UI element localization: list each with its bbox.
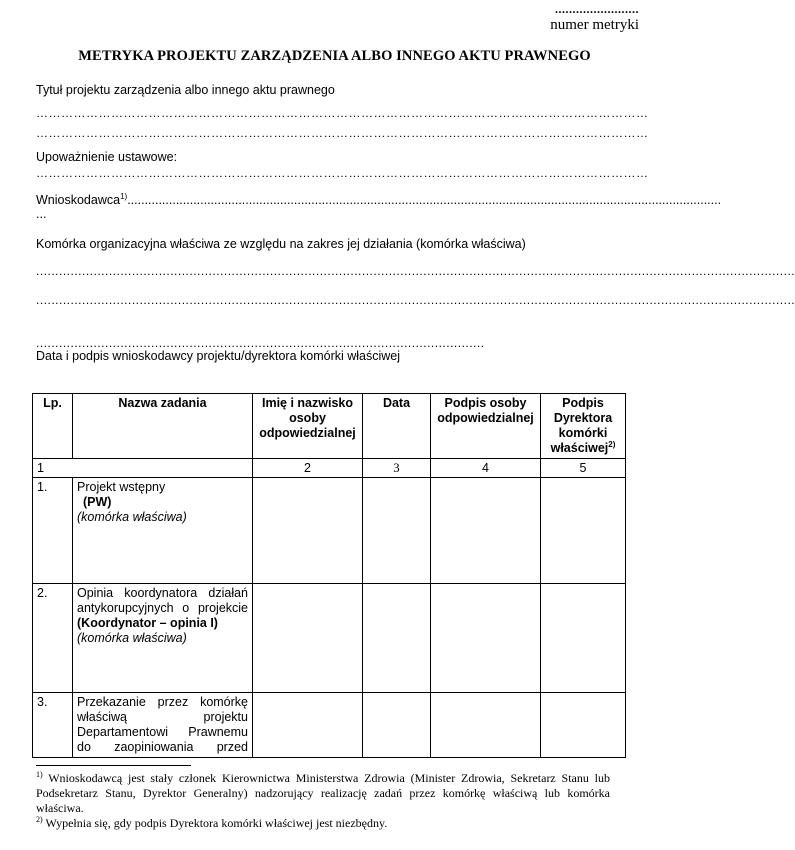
header-podpis-dyrektora-text: Podpis Dyrektora komórki właściwej [550, 396, 613, 455]
row-lp: 3. [33, 693, 73, 758]
task-line: Opinia koordynatora działań [77, 586, 248, 600]
header-podpis-dyrektora [541, 394, 626, 459]
table-numbering-row [33, 459, 626, 478]
header-data: Data [363, 394, 431, 459]
footnotes [36, 771, 610, 831]
wnioskodawca-label: Wnioskodawca [36, 193, 121, 207]
row-task [73, 693, 253, 758]
footnote-separator [36, 765, 191, 766]
header-podpis-osoby: Podpis osoby odpowiedzialnej [431, 394, 541, 459]
task-line: Projekt wstępny [77, 480, 166, 494]
tytul-label: Tytuł projektu zarządzenia albo innego aktu prawnego [36, 83, 335, 97]
cell-imie-nazwisko[interactable] [253, 693, 363, 758]
footnote-1 [36, 771, 610, 816]
wnioskodawca-continuation: ... [36, 207, 47, 221]
task-line: Departamentowi Prawnemu [77, 725, 248, 739]
task-bold: (Koordynator – opinia I) [77, 616, 218, 630]
row-lp: 1. [33, 478, 73, 584]
header-podpis-dyrektora-footnote-ref: 2) [608, 439, 616, 449]
row-task [73, 478, 253, 584]
task-italic: (komórka właściwa) [77, 631, 187, 645]
metryka-number-label: numer metryki [550, 17, 639, 33]
column-number: 1 [33, 459, 253, 478]
cell-data[interactable] [363, 584, 431, 693]
table-row [33, 478, 626, 584]
task-line: Przekazanie przez komórkę [77, 695, 248, 709]
document-title: METRYKA PROJEKTU ZARZĄDZENIA ALBO INNEGO AKTU PRAWNEGO [78, 48, 591, 64]
task-bold: (PW) [83, 495, 112, 509]
cell-data[interactable] [363, 478, 431, 584]
footnote-2-mark: 2) [36, 815, 43, 824]
table-row [33, 693, 626, 758]
cell-podpis-osoby[interactable] [431, 693, 541, 758]
cell-podpis-osoby[interactable] [431, 478, 541, 584]
row-task [73, 584, 253, 693]
footnote-1-text: Wnioskodawcą jest stały członek Kierownictwa Ministerstwa Zdrowia (Minister Zdrowia, Sekretarz Stanu lub Podsekretarz Stanu, Dyrektor Generalny) nadzorujący realizację zadań przez komórkę właściwą lub komórka właściwa. [36, 771, 610, 815]
cell-data[interactable] [363, 693, 431, 758]
cell-imie-nazwisko[interactable] [253, 584, 363, 693]
cell-podpis-osoby[interactable] [431, 584, 541, 693]
tytul-fill-line-2[interactable]: ………………………………………………………………………………………………………………………………… [36, 126, 649, 140]
cell-imie-nazwisko[interactable] [253, 478, 363, 584]
task-italic: (komórka właściwa) [77, 510, 187, 524]
metryka-number-dots: ........................ [555, 2, 639, 16]
column-number: 5 [541, 459, 626, 478]
wnioskodawca-row[interactable] [36, 191, 722, 208]
header-imie-nazwisko: Imię i nazwisko osoby odpowiedzialnej [253, 394, 363, 459]
wnioskodawca-fill-dots[interactable]: ........................................................................................................................................................................... [127, 193, 722, 207]
wnioskodawca-footnote-ref: 1) [120, 191, 128, 201]
table-header-row [33, 394, 626, 459]
footnote-2-text: Wypełnia się, gdy podpis Dyrektora komórki właściwej jest niezbędny. [45, 816, 388, 830]
task-line: właściwą projektu [77, 710, 248, 724]
podpis-fill-line[interactable]: ..................................................................................................................... [36, 336, 485, 350]
cell-podpis-dyrektora[interactable] [541, 478, 626, 584]
header-nazwa-zadania: Nazwa zadania [73, 394, 253, 459]
header-lp: Lp. [33, 394, 73, 459]
column-number: 2 [253, 459, 363, 478]
cell-podpis-dyrektora[interactable] [541, 584, 626, 693]
task-line: do zaopiniowania przed [77, 740, 248, 754]
cell-podpis-dyrektora[interactable] [541, 693, 626, 758]
footnote-2 [36, 816, 610, 831]
row-lp: 2. [33, 584, 73, 693]
table-row [33, 584, 626, 693]
upowaznienie-fill-line[interactable]: ………………………………………………………………………………………………………………………………… [36, 166, 649, 180]
footnote-1-mark: 1) [36, 770, 43, 779]
column-number: 4 [431, 459, 541, 478]
podpis-label: Data i podpis wnioskodawcy projektu/dyrektora komórki właściwej [36, 349, 401, 363]
task-bold-wrapper [77, 495, 248, 510]
metryka-number-block [519, 2, 639, 34]
komorka-fill-line-1[interactable]: ...................................................................................................................................................................................................... [36, 264, 795, 278]
komorka-fill-line-2[interactable]: ...................................................................................................................................................................................................... [36, 293, 795, 307]
upowaznienie-label: Upoważnienie ustawowe: [36, 150, 178, 164]
column-number: 3 [363, 459, 431, 478]
tasks-table [32, 393, 626, 758]
task-line: antykorupcyjnych o projekcie [77, 601, 248, 615]
komorka-label: Komórka organizacyjna właściwa ze względu na zakres jej działania (komórka właściwa) [36, 237, 526, 251]
tytul-fill-line-1[interactable]: ………………………………………………………………………………………………………………………………… [36, 106, 649, 120]
